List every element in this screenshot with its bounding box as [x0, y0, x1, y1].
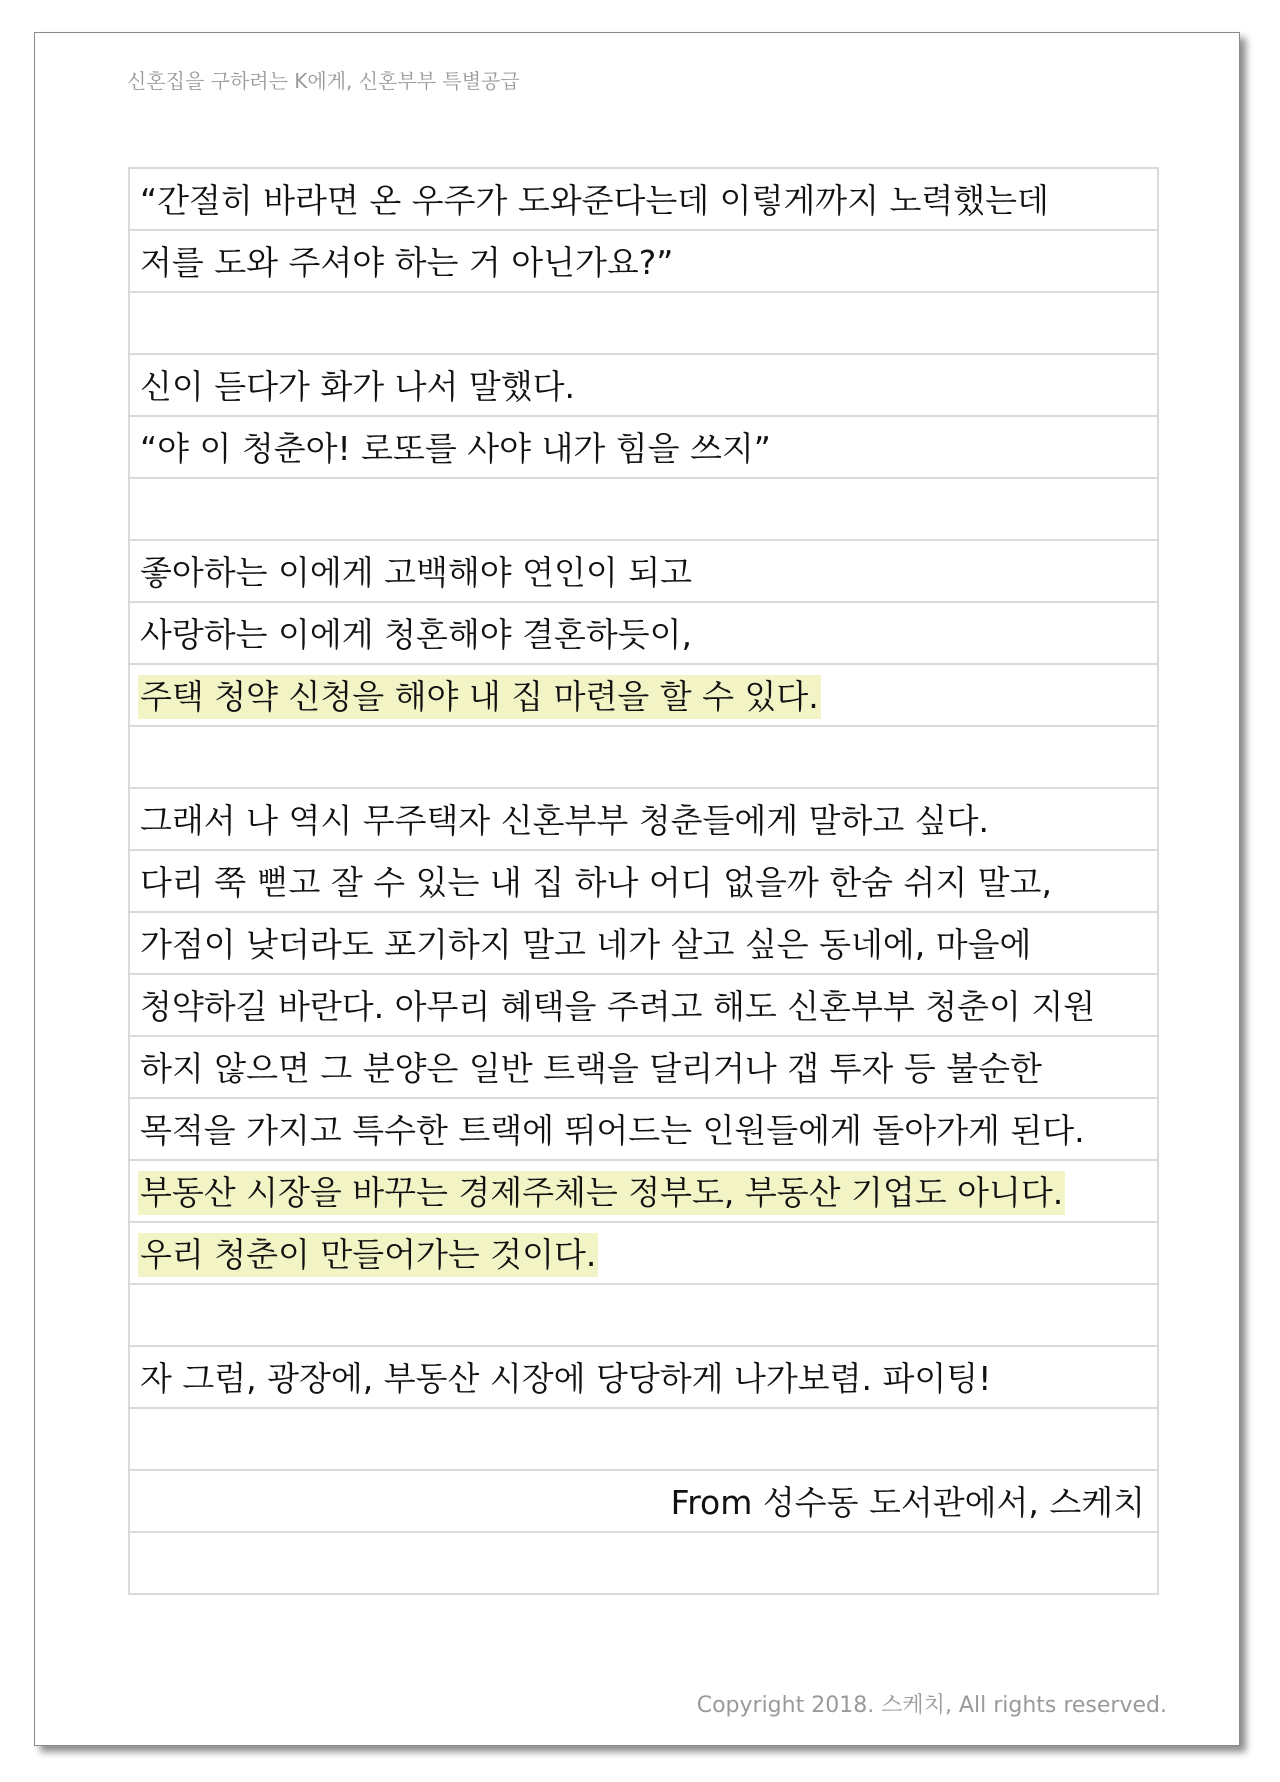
paper-line: [130, 541, 1157, 603]
line-text: “야 이 청춘아! 로또를 사야 내가 힘을 쓰지”: [140, 429, 771, 468]
line-text: 신이 듣다가 화가 나서 말했다.: [140, 367, 575, 406]
highlighted-text: 주택 청약 신청을 해야 내 집 마련을 할 수 있다.: [138, 675, 821, 719]
paper-line: [130, 665, 1157, 727]
paper-line: [130, 1285, 1157, 1347]
paper-line: [130, 913, 1157, 975]
paper-line: [130, 789, 1157, 851]
paper-line: [130, 231, 1157, 293]
paper-line: [130, 479, 1157, 541]
paper-line: [130, 1161, 1157, 1223]
line-text: 자 그럼, 광장에, 부동산 시장에 당당하게 나가보렴. 파이팅!: [140, 1359, 992, 1398]
line-text: 사랑하는 이에게 청혼해야 결혼하듯이,: [140, 615, 693, 654]
paper-line: [130, 1347, 1157, 1409]
paper-line: [130, 603, 1157, 665]
signature-line: From 성수동 도서관에서, 스케치: [670, 1483, 1145, 1522]
paper-line: [130, 1099, 1157, 1161]
copyright-notice: Copyright 2018. 스케치, All rights reserved.: [696, 1693, 1167, 1718]
line-text: 목적을 가지고 특수한 트랙에 뛰어드는 인원들에게 돌아가게 된다.: [140, 1111, 1085, 1150]
paper-line: [130, 169, 1157, 231]
paper-line: [130, 1037, 1157, 1099]
paper-line: [130, 975, 1157, 1037]
page-header-title: 신혼집을 구하려는 K에게, 신혼부부 특별공급: [127, 69, 520, 93]
paper-line: [130, 851, 1157, 913]
highlighted-text: 우리 청춘이 만들어가는 것이다.: [138, 1233, 598, 1277]
paper-line: [130, 1409, 1157, 1471]
paper-line: [130, 1533, 1157, 1595]
paper-line: [130, 1223, 1157, 1285]
line-text: 저를 도와 주셔야 하는 거 아닌가요?”: [140, 243, 674, 282]
line-text: 그래서 나 역시 무주택자 신혼부부 청춘들에게 말하고 싶다.: [140, 801, 989, 840]
paper-line: [130, 417, 1157, 479]
paper-line: [130, 355, 1157, 417]
line-text: 좋아하는 이에게 고백해야 연인이 되고: [140, 553, 693, 592]
lined-paper: [128, 167, 1159, 1595]
paper-line: [130, 727, 1157, 789]
line-text: 다리 쭉 뻗고 잘 수 있는 내 집 하나 어디 없을까 한숨 쉬지 말고,: [140, 863, 1052, 902]
line-text: 하지 않으면 그 분양은 일반 트랙을 달리거나 갭 투자 등 불순한: [140, 1049, 1042, 1088]
paper-line: [130, 1471, 1157, 1533]
highlighted-text: 부동산 시장을 바꾸는 경제주체는 정부도, 부동산 기업도 아니다.: [138, 1171, 1065, 1215]
paper-line: [130, 293, 1157, 355]
line-text: 가점이 낮더라도 포기하지 말고 네가 살고 싶은 동네에, 마을에: [140, 925, 1032, 964]
line-text: “간절히 바라면 온 우주가 도와준다는데 이렇게까지 노력했는데: [140, 181, 1049, 220]
line-text: 청약하길 바란다. 아무리 혜택을 주려고 해도 신혼부부 청춘이 지원: [140, 987, 1096, 1026]
letter-page: [34, 32, 1240, 1746]
